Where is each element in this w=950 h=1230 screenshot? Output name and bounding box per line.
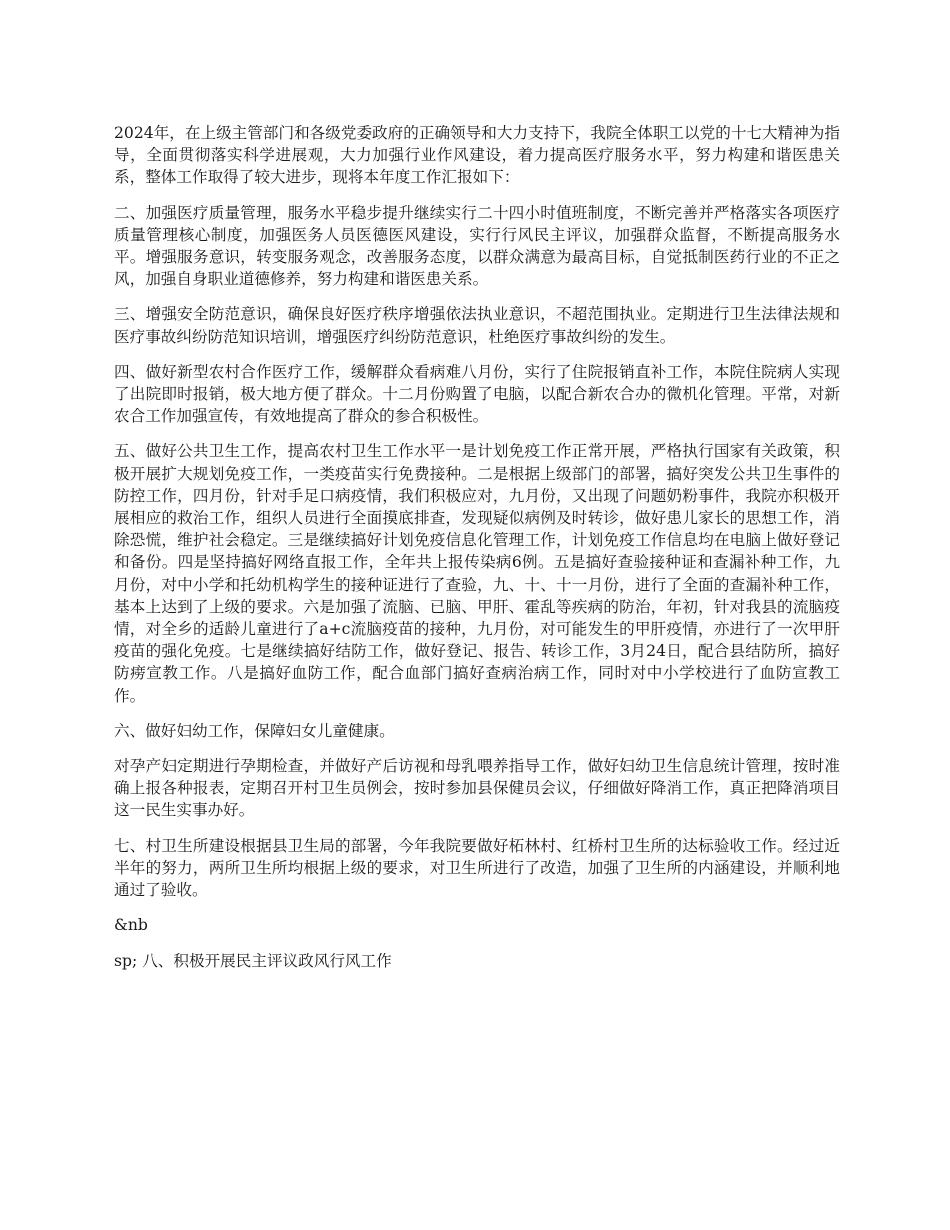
paragraph-section-5: 五、做好公共卫生工作，提高农村卫生工作水平一是计划免疫工作正常开展，严格执行国家有关政策，积极开展扩大规划免疫工作，一类疫苗实行免费接种。二是根据上级部门的部署，搞好突发公共卫生事件的防控工作，四月份，针对手足口病疫情，我们积极应对，九月份，又出现了问题奶粉事件，我院亦积极开展相应的救治工作，组织人员进行全面摸底排查，发现疑似病例及时转诊，做好患儿家长的思想工作，消除恐慌，维护社会稳定。三是继续搞好计划免疫信息化管理工作，计划免疫工作信息均在电脑上做好登记和备份。四是坚持搞好网络直报工作，全年共上报传染病6例。五是搞好查验接种证和查漏补种工作，九月份，对中小学和托幼机构学生的接种证进行了查验，九、十、十一月份，进行了全面的查漏补种工作，基本上达到了上级的要求。六是加强了流脑、已脑、甲肝、霍乱等疾病的防治，年初，针对我县的流脑疫情，对全乡的适龄儿童进行了a+c流脑疫苗的接种，九月份，对可能发生的甲肝疫情，亦进行了一次甲肝疫苗的强化免疫。七是继续搞好结防工作，做好登记、报告、转诊工作，3月24日，配合县结防所，搞好防痨宣教工作。八是搞好血防工作，配合血部门搞好查病治病工作，同时对中小学校进行了血防宣教工作。 bbox=[114, 442, 840, 705]
paragraph-section-2: 二、加强医疗质量管理，服务水平稳步提升继续实行二十四小时值班制度，不断完善并严格落实各项医疗质量管理核心制度，加强医务人员医德医风建设，实行行风民主评议，加强群众监督，不断提高服务水平。增强服务意识，转变服务观念，改善服务态度，以群众满意为最高目标，自觉抵制医药行业的不正之风，加强自身职业道德修养，努力构建和谐医患关系。 bbox=[114, 203, 840, 289]
paragraph-section-7: 七、村卫生所建设根据县卫生局的部署，今年我院要做好柘林村、红桥村卫生所的达标验收工作。经过近半年的努力，两所卫生所均根据上级的要求，对卫生所进行了改造，加强了卫生所的内涵建设，并顺利地通过了验收。 bbox=[114, 836, 840, 900]
paragraph-section-6-body: 对孕产妇定期进行孕期检查，并做好产后访视和母乳喂养指导工作，做好妇幼卫生信息统计管理，按时准确上报各种报表，定期召开村卫生员例会，按时参加县保健员会议，仔细做好降消工作，真正把降消项目这一民生实事办好。 bbox=[114, 757, 840, 820]
document-body bbox=[114, 122, 840, 985]
paragraph-intro: 2024年，在上级主管部门和各级党委政府的正确领导和大力支持下，我院全体职工以党的十七大精神为指导，全面贯彻落实科学进展观，大力加强行业作风建设，着力提高医疗服务水平，努力构建和谐医患关系，整体工作取得了较大进步，现将本年度工作汇报如下： bbox=[114, 124, 840, 187]
paragraph-section-4: 四、做好新型农村合作医疗工作，缓解群众看病难八月份，实行了住院报销直补工作，本院住院病人实现了出院即时报销，极大地方便了群众。十二月份购置了电脑，以配合新农合办的微机化管理。平常，对新农合工作加强宣传，有效地提高了群众的参合积极性。 bbox=[114, 362, 840, 426]
paragraph-section-8-heading: sp; 八、积极开展民主评议政风行风工作 bbox=[114, 951, 392, 970]
paragraph-section-6-heading: 六、做好妇幼工作，保障妇女儿童健康。 bbox=[114, 721, 395, 740]
paragraph-entity-fragment: &nb bbox=[114, 916, 148, 935]
paragraph-section-3: 三、增强安全防范意识，确保良好医疗秩序增强依法执业意识，不超范围执业。定期进行卫生法律法规和医疗事故纠纷防范知识培训，增强医疗纠纷防范意识，杜绝医疗事故纠纷的发生。 bbox=[114, 305, 840, 346]
